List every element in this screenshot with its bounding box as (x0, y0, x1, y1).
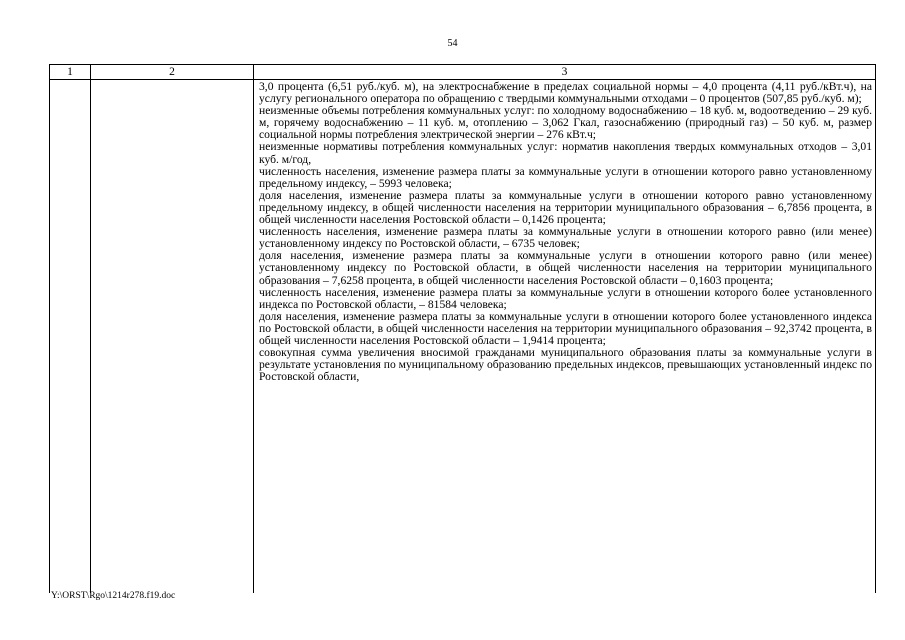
table-row (50, 80, 876, 594)
column-header-2: 2 (91, 65, 254, 80)
table-header-row (50, 65, 876, 80)
column-header-3: 3 (254, 65, 876, 80)
paragraph: 3,0 процента (6,51 руб./куб. м), на электроснабжение в пределах социальной нормы – 4,0 процента (4,11 руб./кВт.ч), на услугу регионального оператора по обращению с твердыми коммунальными отходами – 0 процентов (507,85 руб./куб. м); (259, 80, 872, 106)
cell-text (254, 80, 875, 593)
paragraph: численность населения, изменение размера платы за коммунальные услуги в отношении которого равно установленному предельному индексу, – 5993 человека; (259, 164, 872, 190)
table-cell-1 (50, 80, 91, 594)
page-number: 54 (447, 38, 458, 49)
paragraph: доля населения, изменение размера платы за коммунальные услуги в отношении которого равно установленному предельному индексу, в общей численности населения на территории муниципального образования – 6,7856 процента, в общей численности населения Ростовской области – 0,1426 процента; (259, 188, 872, 227)
column-header-1: 1 (50, 65, 91, 80)
table-cell-3 (254, 80, 876, 594)
paragraph: численность населения, изменение размера платы за коммунальные услуги в отношении которого более установленного индекса по Ростовской области, – 81584 человека; (259, 285, 872, 311)
paragraph: численность населения, изменение размера платы за коммунальные услуги в отношении которого равно (или менее) установленному индексу по Ростовской области, – 6735 человек; (259, 225, 872, 251)
paragraph: неизменные объемы потребления коммунальных услуг: по холодному водоснабжению – 18 куб. м, водоотведению – 29 куб. м, горячему водоснабжению – 11 куб. м, отоплению – 3,062 Гкал, газоснабжению (природный газ) – 50 куб. м, размер социальной нормы потребления электрической энергии – 276 кВт.ч; (259, 104, 872, 142)
table-cell-2 (91, 80, 254, 594)
paragraph: доля населения, изменение размера платы за коммунальные услуги в отношении которого более установленного индекса по Ростовской области, в общей численности населения на территории муниципального образования – 92,3742 процента, в общей численности населения Ростовской области – 1,9414 процента; (259, 309, 872, 347)
paragraph: доля населения, изменение размера платы за коммунальные услуги в отношении которого равно (или менее) установленному индексу по Ростовской области, в общей численности населения на территории муниципального образования – 7,6258 процента, в общей численности населения Ростовской области – 0,1603 процента; (259, 249, 872, 287)
paragraph: неизменные нормативы потребления коммунальных услуг: норматив накопления твердых коммунальных отходов – 3,01 куб. м/год, (259, 140, 872, 166)
paragraph: совокупная сумма увеличения вносимой гражданами муниципального образования платы за коммунальные услуги в результате установления по муниципальному образованию предельных индексов, превышающих установленный индекс по Ростовской области, (259, 346, 872, 384)
footer-file-path: Y:\ORST\Rgo\1214r278.f19.doc (51, 591, 176, 601)
document-table (49, 64, 876, 593)
